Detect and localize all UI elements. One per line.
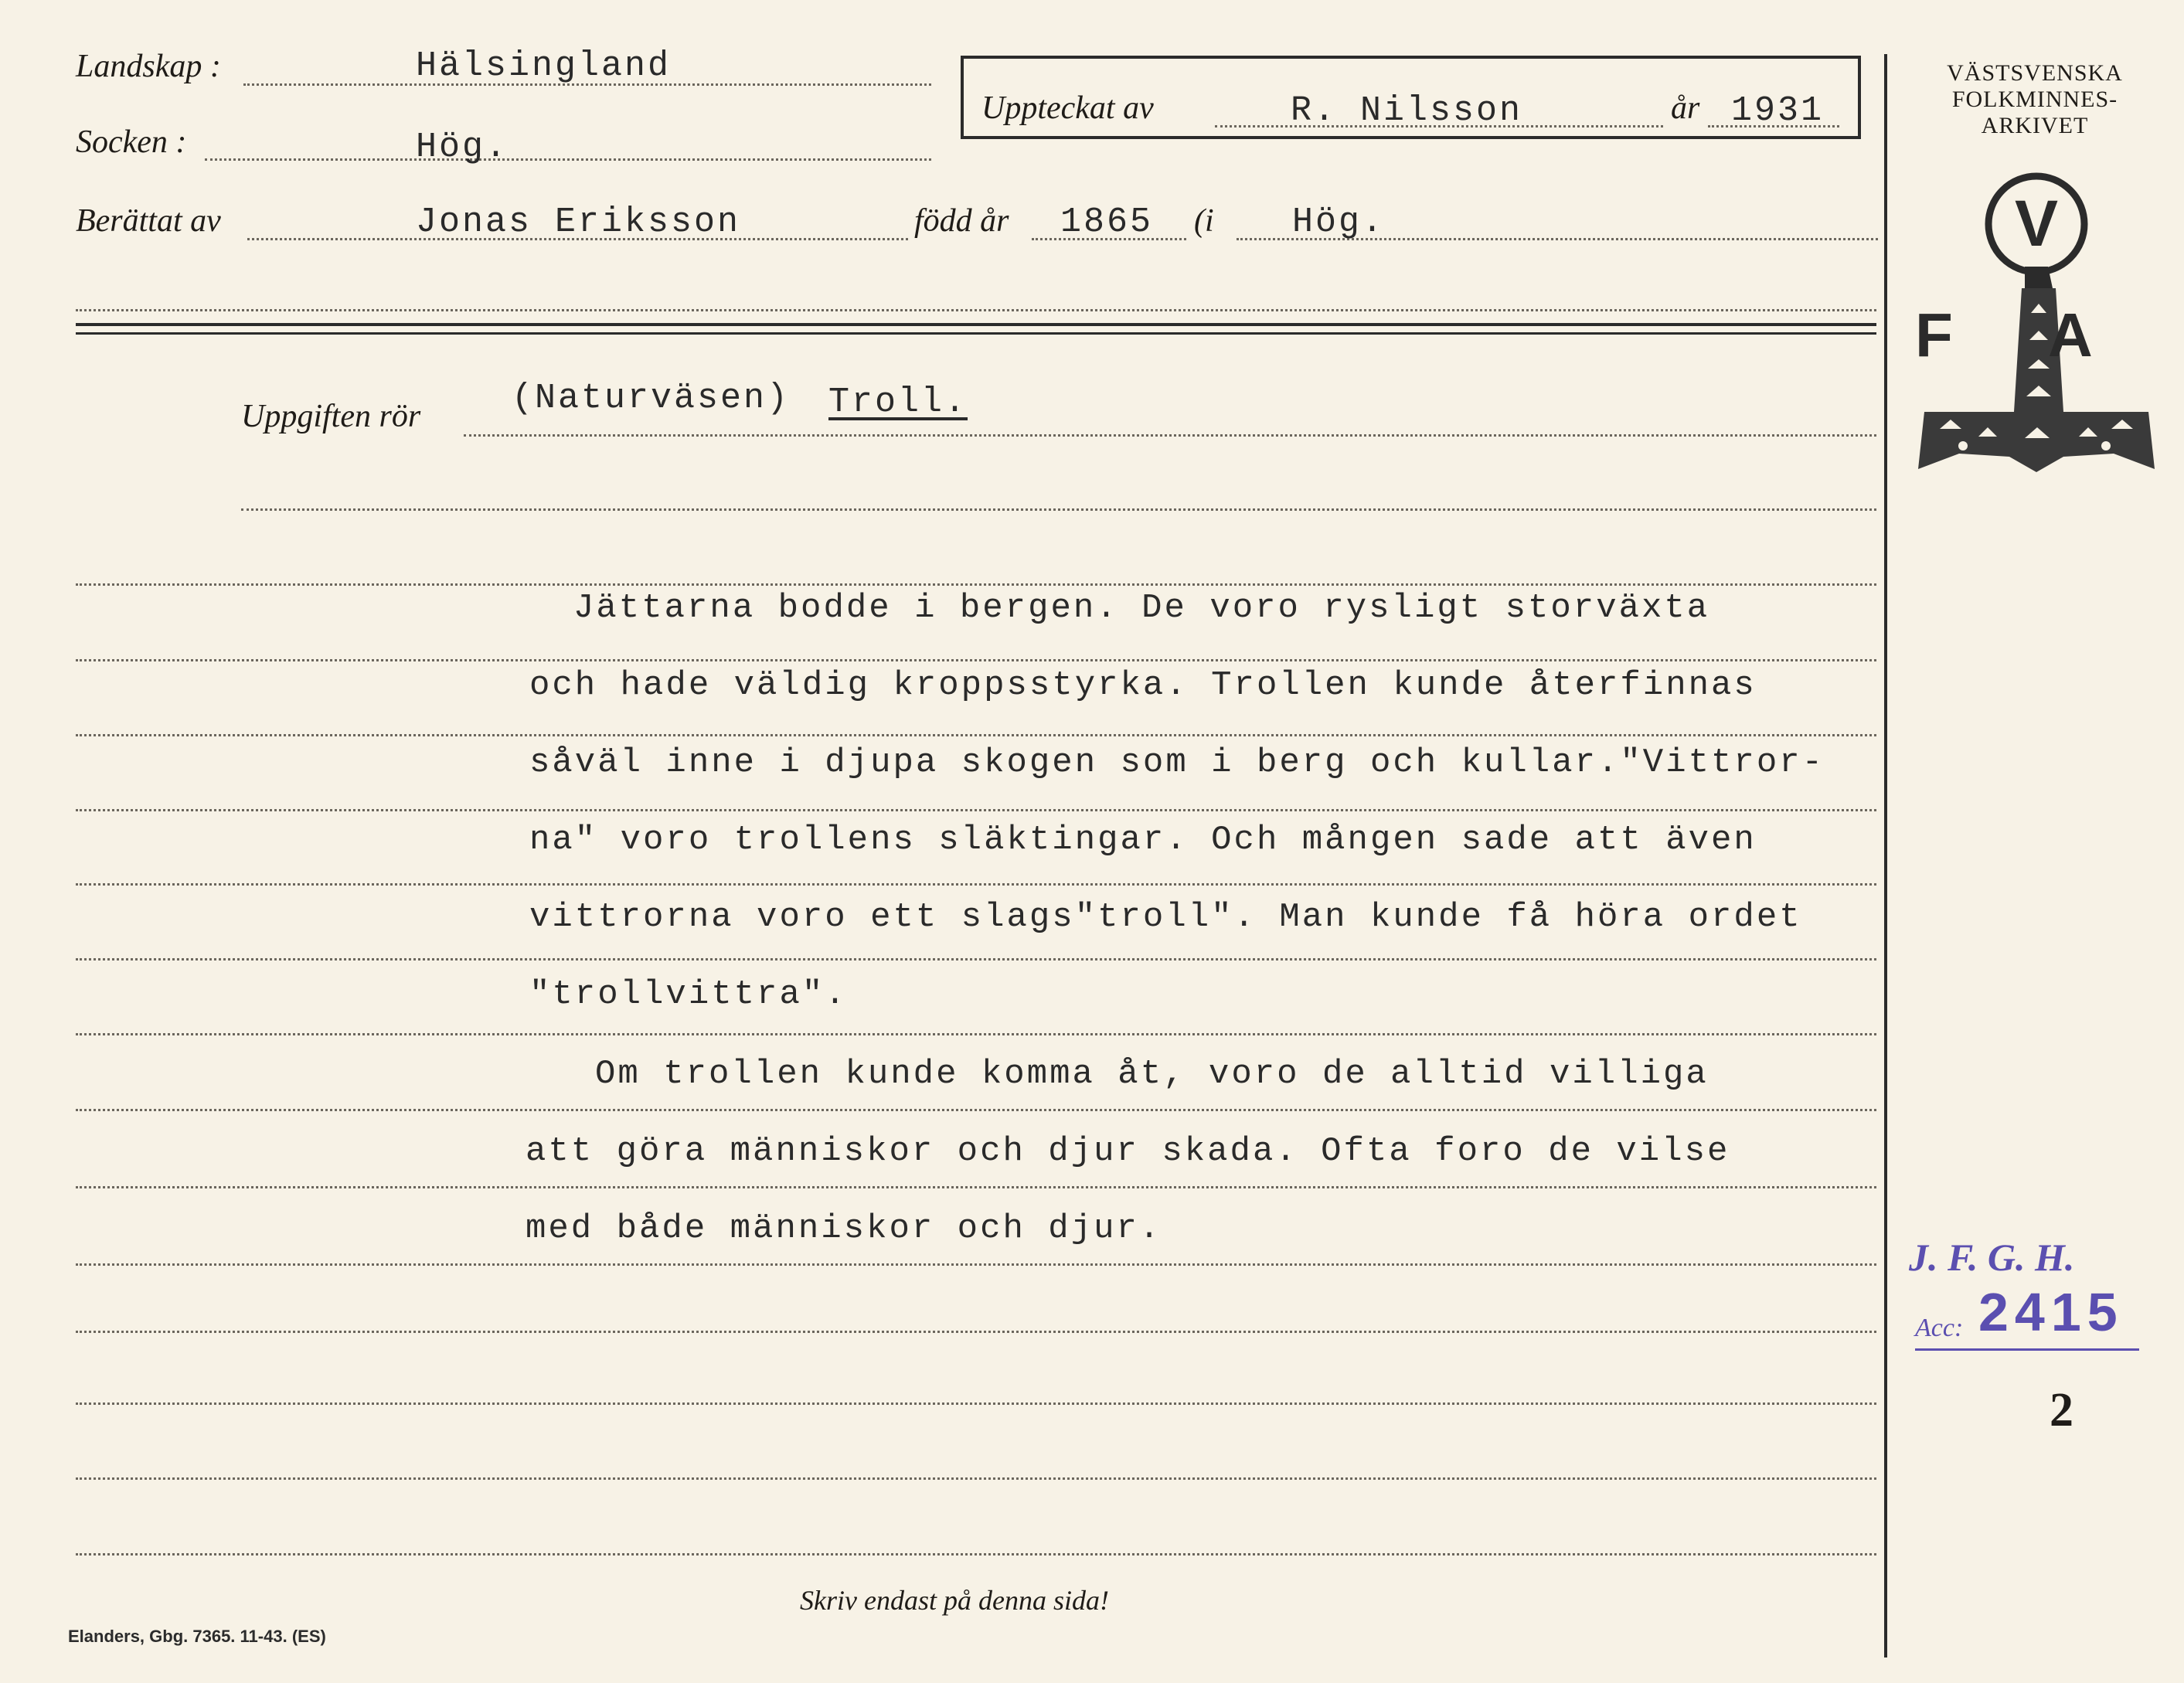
ruled-line — [76, 809, 1876, 811]
ruled-line — [76, 659, 1876, 661]
landskap-value: Hälsingland — [416, 46, 672, 86]
stamp-acc-number: 2415 — [1978, 1282, 2124, 1342]
ruled-line — [76, 583, 1876, 586]
landskap-label: Landskap : — [76, 49, 221, 84]
ruled-line — [76, 1263, 1876, 1266]
stamp-underline — [1915, 1348, 2139, 1351]
i-value: Hög. — [1292, 202, 1386, 242]
double-rule-top — [76, 323, 1876, 326]
ar-value: 1931 — [1731, 91, 1825, 131]
fodd-value: 1865 — [1060, 202, 1154, 242]
vertical-rule — [1884, 54, 1887, 1658]
logo-circle-letter: V — [2014, 187, 2059, 260]
ruled-line — [76, 1553, 1876, 1556]
printer-mark: Elanders, Gbg. 7365. 11-43. (ES) — [68, 1627, 326, 1646]
body-line-6: "trollvittra". — [529, 975, 848, 1014]
archive-name-line2: FOLKMINNES- — [1951, 87, 2118, 112]
logo-letter-a: A — [2048, 301, 2093, 369]
ruled-line — [76, 1477, 1876, 1480]
ruled-line — [76, 958, 1876, 960]
body-line-7: Om trollen kunde komma åt, voro de alltid villiga — [595, 1055, 1709, 1093]
berattat-label: Berättat av — [76, 203, 221, 239]
ruled-line — [76, 1109, 1876, 1111]
ruled-line — [76, 883, 1876, 886]
stamp-acc-label: Acc: — [1915, 1314, 1964, 1342]
socken-label: Socken : — [76, 124, 187, 160]
subject-category: (Naturväsen) — [512, 379, 791, 418]
ruled-line — [241, 508, 1876, 511]
uppteck-value: R. Nilsson — [1291, 91, 1523, 131]
archive-name-line3: ARKIVET — [1981, 113, 2089, 138]
socken-value: Hög. — [416, 128, 509, 167]
body-line-5: vittrorna voro ett slags"troll". Man kunde få höra ordet — [529, 898, 1802, 937]
body-line-4: na" voro trollens släktingar. Och mången sade att även — [529, 821, 1757, 859]
blank-line-header — [76, 309, 1876, 311]
ruled-line — [76, 1186, 1876, 1188]
berattat-value: Jonas Eriksson — [416, 202, 741, 242]
archive-name — [1892, 60, 2178, 139]
subject-line — [464, 434, 1876, 437]
logo-letter-f: F — [1915, 301, 1953, 369]
footer-instruction: Skriv endast på denna sida! — [800, 1585, 1109, 1616]
fodd-label: född år — [914, 203, 1009, 239]
subject-label: Uppgiften rör — [241, 399, 421, 434]
ruled-line — [76, 1402, 1876, 1405]
socken-line — [205, 158, 931, 161]
ruled-line — [76, 734, 1876, 736]
ruled-line — [76, 1331, 1876, 1333]
stamp-initials: J. F. G. H. — [1909, 1236, 2075, 1279]
body-line-2: och hade väldig kroppsstyrka. Trollen kunde återfinnas — [529, 666, 1757, 705]
subject-topic: Troll. — [828, 382, 968, 422]
ar-label: år — [1671, 90, 1700, 126]
page-number: 2 — [2050, 1384, 2073, 1436]
body-line-9: med både människor och djur. — [526, 1209, 1162, 1248]
uppteck-label: Uppteckat av — [981, 90, 1154, 126]
i-label: (i — [1194, 203, 1214, 239]
body-line-3: såväl inne i djupa skogen som i berg och kullar."Vittror- — [529, 743, 1825, 782]
body-line-1: Jättarna bodde i bergen. De voro rysligt storväxta — [573, 589, 1710, 627]
ruled-line — [76, 1033, 1876, 1035]
archive-name-line1: VÄSTSVENSKA — [1947, 60, 2123, 86]
double-rule-bottom — [76, 332, 1876, 335]
body-line-8: att göra människor och djur skada. Ofta foro de vilse — [526, 1132, 1730, 1171]
